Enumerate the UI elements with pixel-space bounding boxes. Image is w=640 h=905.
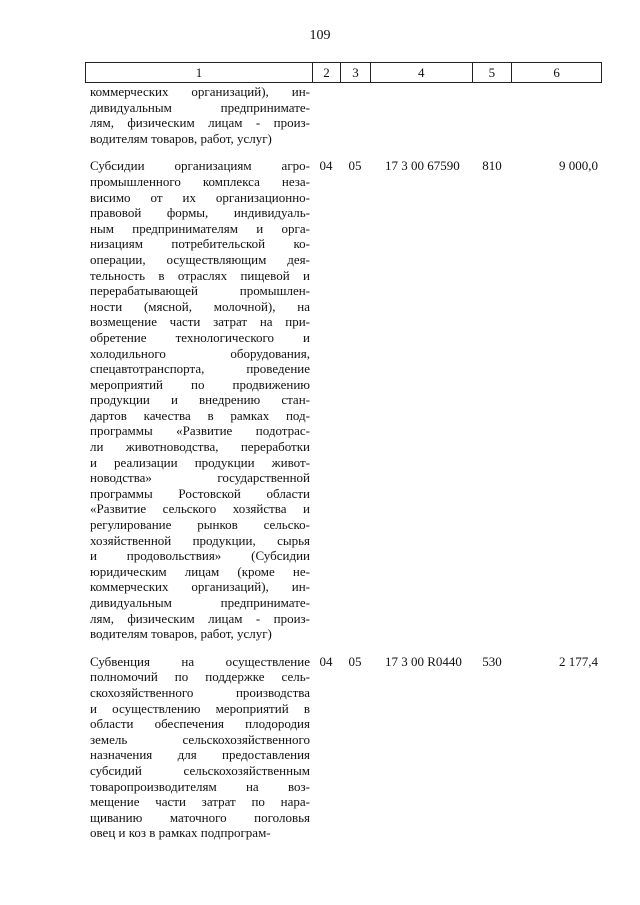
expense-type-code: 530 [482,653,502,669]
text-line: операции, осуществляющим дея- [90,251,310,267]
text-line: перерабатывающей промышлен- [90,283,310,299]
text-line: дартов качества в рамках под- [90,407,310,423]
text-line: земель сельскохозяйственного [90,731,310,747]
text-line: программы Ростовской области [90,485,310,501]
section-code: 04 [319,653,333,669]
text-line: коммерческих организаций), ин- [90,84,310,99]
text-line: овец и коз в рамках подпрограм- [90,825,271,841]
amount-value: 2 177,4 [559,653,598,669]
text-line: Субсидии организациям агро- [90,158,310,174]
text-line: новодства» государственной [90,470,310,486]
text-line: назначения для предоставления [90,747,310,763]
text-line: водителям товаров, работ, услуг) [90,626,272,642]
description-cell [85,654,312,841]
text-line: регулирование рынков сельско- [90,517,310,533]
text-line: лям, физическим лицам - произ- [90,115,310,131]
text-line: ли животноводства, переработки [90,439,310,455]
text-line: «Развитие сельского хозяйства и [90,501,310,517]
amount-value: 9 000,0 [559,158,598,174]
text-line: холодильного оборудования, [90,345,310,361]
table-body [85,84,602,841]
table-row [85,654,602,841]
header-col-2: 2 [312,63,340,82]
text-line: дивидуальным предпринимате- [90,595,310,610]
text-line: обретение технологического и [90,329,310,345]
text-line: низациям потребительской ко- [90,236,310,252]
table-header [85,62,602,83]
description-cell [85,84,312,146]
text-line: щиванию маточного поголовья [90,809,310,825]
header-col-4: 4 [370,63,472,82]
text-line: ности (мясной, молочной), на [90,298,310,314]
text-line: мероприятий по продвижению [90,376,310,392]
text-line: и продовольствия» (Субсидии [90,548,310,564]
text-line: области обеспечения плодородия [90,716,310,732]
text-line: скохозяйственного производства [90,684,310,700]
text-line: дивидуальным предпринимате- [90,99,310,115]
text-line: коммерческих организаций), ин- [90,579,310,595]
text-line: продукции и внедрению стан- [90,392,310,408]
header-col-6: 6 [511,63,601,82]
subsection-code: 05 [348,158,362,174]
text-line: мещение части затрат по нара- [90,794,310,810]
table-row-continuation [85,84,602,146]
text-line: юридическим лицам (кроме не- [90,563,310,579]
text-line: водителям товаров, работ, услуг) [90,130,272,146]
text-line: программы «Развитие подотрас- [90,423,310,439]
text-line: правовой формы, индивидуаль- [90,205,310,221]
text-line: полномочий по поддержке сель- [90,669,310,685]
target-article-code: 17 3 00 R0440 [385,653,462,669]
text-line: ным предпринимателям и орга- [90,220,310,236]
text-line: Субвенция на осуществление [90,653,310,669]
page-number: 109 [309,28,331,43]
text-line: и осуществлению мероприятий в [90,700,310,716]
section-code: 04 [319,158,333,174]
header-col-5: 5 [472,63,512,82]
text-line: и реализации продукции живот- [90,454,310,470]
text-line: хозяйственной продукции, сырья [90,532,310,548]
text-line: висимо от их организационно- [90,189,310,205]
header-col-3: 3 [340,63,370,82]
text-line: возмещение части затрат на при- [90,314,310,330]
subsection-code: 05 [348,653,362,669]
text-line: промышленного комплекса неза- [90,173,310,189]
text-line: товаропроизводителям на воз- [90,778,310,794]
text-line: тельность в отраслях пищевой и [90,267,310,283]
expense-type-code: 810 [482,158,502,174]
table-row [85,158,602,641]
header-col-1: 1 [195,65,203,80]
text-line: субсидий сельскохозяйственным [90,762,310,778]
target-article-code: 17 3 00 67590 [385,158,460,174]
text-line: спецавтотранспорта, проведение [90,361,310,377]
text-line: лям, физическим лицам - произ- [90,610,310,626]
description-cell [85,158,312,641]
